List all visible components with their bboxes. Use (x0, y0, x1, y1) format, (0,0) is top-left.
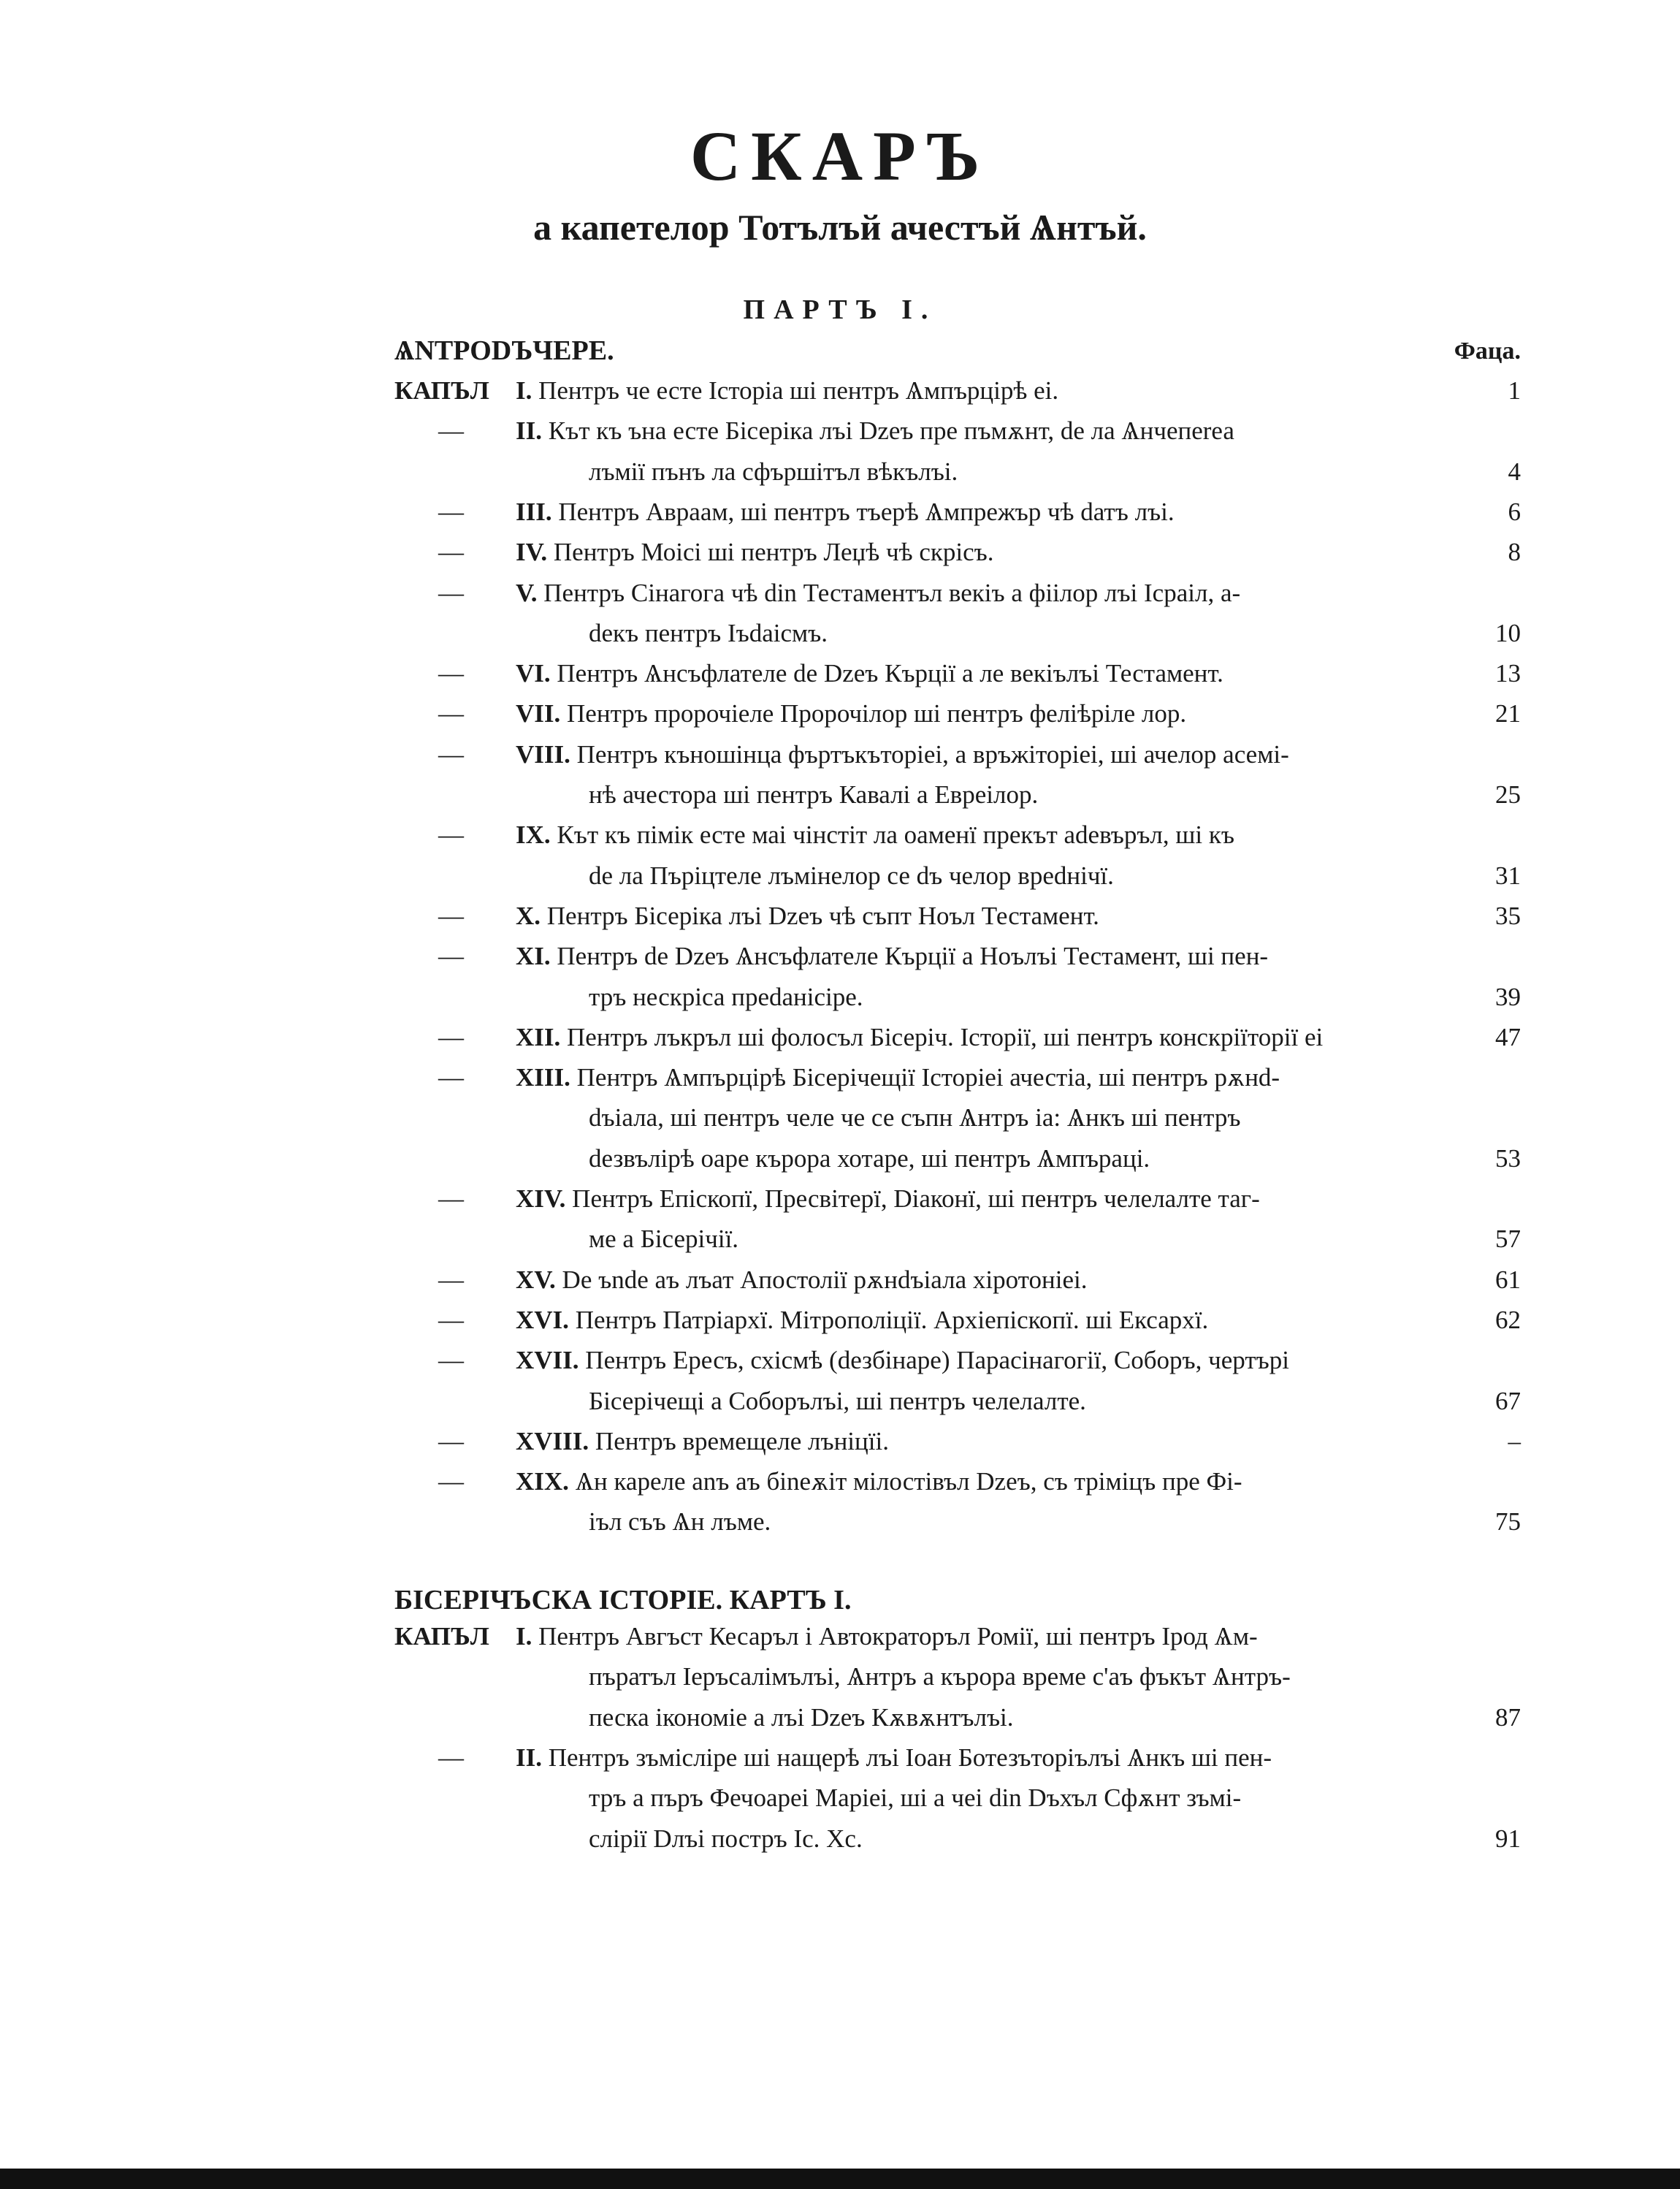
page-subtitle: а капетелор Тотълъй ачестъй Ѧнтъй. (533, 207, 1147, 248)
chapter-number: XI. (516, 942, 557, 971)
chapter-title: Кът къ ъна есте Бісеріка лъі Dzeъ пре пъмѫнт, dе ла Ѧнчепеrеа (548, 416, 1234, 446)
toc-entry-text (589, 1783, 1241, 1823)
chapter-title: Пентръ че есте Історіа ші пентръ Ѧмпърцірѣ еі. (538, 376, 1059, 405)
chapter-title: Пентръ Ѧнсъфлателе dе Dzeъ Кърції а ле векіълъі Тестамент. (557, 659, 1223, 688)
scan-edge-bar (0, 2169, 1680, 2189)
toc-entry-text (589, 1662, 1291, 1702)
chapter-title: Пентръ Ересъ, схісмѣ (dезбінаре) Парасінагогії, Соборъ, чертърі (585, 1346, 1289, 1375)
chapter-title: dезвълірѣ оаре кърора хотаре, ші пентръ Ѧмпъраці. (589, 1143, 1150, 1173)
page-number: – (1508, 1426, 1521, 1455)
toc-entry-text (589, 619, 828, 658)
chapter-number: IV. (516, 538, 554, 567)
toc-entry-text (516, 376, 1058, 416)
toc-entry-text (516, 1306, 1208, 1345)
continuation-dash: — (438, 578, 464, 607)
chapter-title: іъл съъ Ѧн лъме. (589, 1507, 771, 1537)
toc-entry-text (589, 1387, 1086, 1426)
page-number: 39 (1495, 982, 1521, 1011)
chapter-number: XV. (516, 1265, 562, 1294)
toc-entry-text (516, 659, 1223, 698)
continuation-dash: — (438, 1184, 464, 1213)
toc-entry-text (516, 699, 1186, 739)
page-number: 62 (1495, 1305, 1521, 1334)
chapter-number: IX. (516, 821, 557, 850)
page-number: 6 (1508, 497, 1521, 526)
toc-entry-text (589, 457, 958, 497)
continuation-dash: — (438, 901, 464, 930)
chapter-lead: КАПЪЛ (394, 1622, 489, 1651)
page-number: 47 (1495, 1022, 1521, 1051)
chapter-number: XVI. (516, 1305, 576, 1334)
chapter-title: лъмії пънъ ла сфършітъл вѣкълъі. (589, 457, 958, 486)
toc-entry-text (589, 1703, 1014, 1743)
continuation-dash: — (438, 1467, 464, 1496)
continuation-dash: — (438, 1346, 464, 1375)
continuation-dash: — (438, 538, 464, 567)
chapter-title: Пентръ Сінагога чѣ dіn Тестаментъл векіъ а фіілор лъі Ісраіл, а- (543, 578, 1241, 607)
toc-entry-text (589, 780, 1038, 820)
page-number: 35 (1495, 901, 1521, 930)
page-number: 13 (1495, 659, 1521, 688)
continuation-dash: — (438, 821, 464, 850)
page-number: 53 (1495, 1143, 1521, 1173)
chapter-number: II. (516, 416, 549, 446)
chapter-title: Пентръ Ѧмпърцірѣ Бісерічещії Історіеі ачестіа, ші пентръ рѫнd- (576, 1063, 1280, 1092)
chapter-title: нѣ ачестора ші пентръ Кавалі а Евреілор. (589, 780, 1039, 809)
toc-entry-text (516, 740, 1289, 780)
page-number: 21 (1495, 699, 1521, 728)
chapter-title: Пентръ Авраам, ші пентръ тъерѣ Ѧмпрежър чѣ dатъ лъі. (558, 497, 1175, 526)
page-title: СКАРЪ (690, 117, 990, 195)
chapter-lead: КАПЪЛ (394, 376, 489, 405)
chapter-title: dекъ пентръ Іъdаісмъ. (589, 618, 828, 647)
chapter-number: II. (516, 1743, 549, 1772)
chapter-title: песка ікономіе а лъі Dzeъ Кѫвѫнтълъі. (589, 1702, 1014, 1732)
chapter-title: dе ла Пъріцтеле лъмінелор се dъ челор вреdнічї. (589, 861, 1114, 890)
page-number: 10 (1495, 618, 1521, 647)
chapter-title: Пентръ лъкръл ші фолосъл Бісеріч. Історії, ші пентръ конскріїторії еі (567, 1022, 1324, 1051)
toc-entry-text (516, 1063, 1280, 1103)
chapter-title: Пентръ Авгъст Кесаръл і Автократоръл Ромії, ші пентръ Ірод Ѧм- (538, 1622, 1258, 1651)
chapter-title: Пентръ dе Dzeъ Ѧнсъфлателе Кърції а Ноълъі Тестамент, ші пен- (557, 942, 1269, 971)
chapter-title: тръ нескріса пpеdанісіре. (589, 982, 863, 1011)
continuation-dash: — (438, 1265, 464, 1294)
chapter-number: XIX. (516, 1467, 576, 1496)
chapter-title: dъіала, ші пентръ челе че се съпн Ѧнтръ іа: Ѧнкъ ші пентръ (589, 1103, 1241, 1132)
page-number: 67 (1495, 1386, 1521, 1415)
toc-entry-text (516, 579, 1240, 618)
page-number: 91 (1495, 1824, 1521, 1853)
chapter-title: слірії Dлъі постръ Іс. Хс. (589, 1824, 863, 1853)
chapter-title: Пентръ Епіскопї, Пресвітерї, Dіаконї, ші пентръ челелалте таг- (572, 1184, 1260, 1213)
toc-entry-text (516, 1622, 1258, 1661)
section-label: ѦNТРОDЪЧЕРЕ. (394, 335, 614, 366)
page-number: 25 (1495, 780, 1521, 809)
section-label: БІСЕРІЧЪСКА ІСТОРІЕ. КАРТЪ I. (394, 1585, 852, 1615)
toc-entry-text (516, 1346, 1289, 1385)
chapter-number: I. (516, 1622, 539, 1651)
chapter-title: пъратъл Іеръсалімълъі, Ѧнтръ а кърора време с'аъ фъкът Ѧнтръ- (589, 1662, 1291, 1691)
chapter-title: Кът къ пімік есте маі чінстіт ла оаменї прекът аdевъръл, ші къ (557, 821, 1234, 850)
chapter-title: Пентръ времещеле лъніцїі. (595, 1426, 889, 1455)
page-number: 8 (1508, 538, 1521, 567)
chapter-title: ме а Бісерічії. (589, 1225, 739, 1254)
toc-entry-text (589, 1103, 1240, 1143)
chapter-title: тръ а пъръ Фечоареі Маріеі, ші а чеі dіn Dъхъл Сфѫнт зъмі- (589, 1783, 1242, 1813)
part-heading: ПАРТЪ I. (743, 294, 937, 325)
page-number: 57 (1495, 1225, 1521, 1254)
toc-entry-text (589, 1144, 1150, 1184)
page-number: 4 (1508, 457, 1521, 486)
chapter-number: XVIII. (516, 1426, 595, 1455)
chapter-title: Пентръ къношінца фъртъкъторіеі, а връжіторіеі, ші ачелор асемі- (576, 739, 1289, 769)
continuation-dash: — (438, 659, 464, 688)
chapter-number: XIV. (516, 1184, 573, 1213)
toc-entry-text (516, 1265, 1087, 1305)
chapter-title: Бісерічещі а Соборълъі, ші пентръ челелалте. (589, 1386, 1086, 1415)
toc-entry-text (516, 1427, 889, 1466)
continuation-dash: — (438, 1305, 464, 1334)
toc-entry-text (589, 1225, 738, 1264)
toc-entry-text (516, 942, 1268, 981)
chapter-title: Dе ъnde аъ лъат Апостолії рѫнdъіала хіротоніеі. (562, 1265, 1088, 1294)
chapter-title: Пентръ зъмісліре ші нащерѣ лъі Іоан Ботезъторіълъі Ѧнкъ ші пен- (548, 1743, 1272, 1772)
toc-entry-text (516, 416, 1234, 456)
toc-entry-text (516, 902, 1099, 941)
page-column-header: Фаца. (1454, 338, 1521, 365)
chapter-number: VII. (516, 699, 568, 728)
chapter-number: XIII. (516, 1063, 577, 1092)
continuation-dash: — (438, 1426, 464, 1455)
toc-entry-text (589, 983, 863, 1022)
continuation-dash: — (438, 497, 464, 526)
toc-entry-text (516, 498, 1175, 537)
toc-entry-text (589, 1507, 771, 1547)
chapter-number: I. (516, 376, 539, 405)
page-number: 1 (1508, 376, 1521, 405)
chapter-title: Пентръ Бісеріка лъі Dzeъ чѣ съпт Ноъл Тестамент. (546, 901, 1099, 930)
chapter-number: VIII. (516, 739, 577, 769)
toc-entry-text (589, 1824, 863, 1864)
chapter-title: Пентръ пророчіеле Пророчілор ші пентръ феліѣріле лор. (567, 699, 1187, 728)
chapter-number: XVII. (516, 1346, 586, 1375)
chapter-number: III. (516, 497, 559, 526)
chapter-title: Пентръ Патріархї. Мітрополіції. Архіепіскопї. ші Ексархї. (575, 1305, 1209, 1334)
continuation-dash: — (438, 416, 464, 446)
chapter-number: VI. (516, 659, 557, 688)
section-heading-introduction (394, 335, 1521, 371)
continuation-dash: — (438, 739, 464, 769)
toc-entry-text (516, 1467, 1242, 1507)
section-heading-church-history (394, 1584, 1521, 1621)
chapter-title: Ѧн кареле аnъ аъ біnеѫіт мілостівъл Dzeъ, съ тріміцъ пре Фі- (575, 1467, 1242, 1496)
continuation-dash: — (438, 942, 464, 971)
chapter-title: Пентръ Моісі ші пентръ Леџѣ чѣ скрісъ. (553, 538, 994, 567)
continuation-dash: — (438, 1063, 464, 1092)
toc-entry-text (516, 821, 1234, 860)
chapter-number: V. (516, 578, 544, 607)
page-number: 31 (1495, 861, 1521, 890)
continuation-dash: — (438, 699, 464, 728)
chapter-number: X. (516, 901, 547, 930)
continuation-dash: — (438, 1022, 464, 1051)
chapter-number: XII. (516, 1022, 568, 1051)
toc-entry-text (516, 1743, 1272, 1783)
toc-entry-text (516, 538, 994, 577)
toc-entry-text (589, 861, 1114, 901)
continuation-dash: — (438, 1743, 464, 1772)
page-number: 87 (1495, 1702, 1521, 1732)
page-number: 61 (1495, 1265, 1521, 1294)
page-number: 75 (1495, 1507, 1521, 1537)
toc-entry-text (516, 1023, 1323, 1062)
toc-entry-text (516, 1184, 1260, 1224)
